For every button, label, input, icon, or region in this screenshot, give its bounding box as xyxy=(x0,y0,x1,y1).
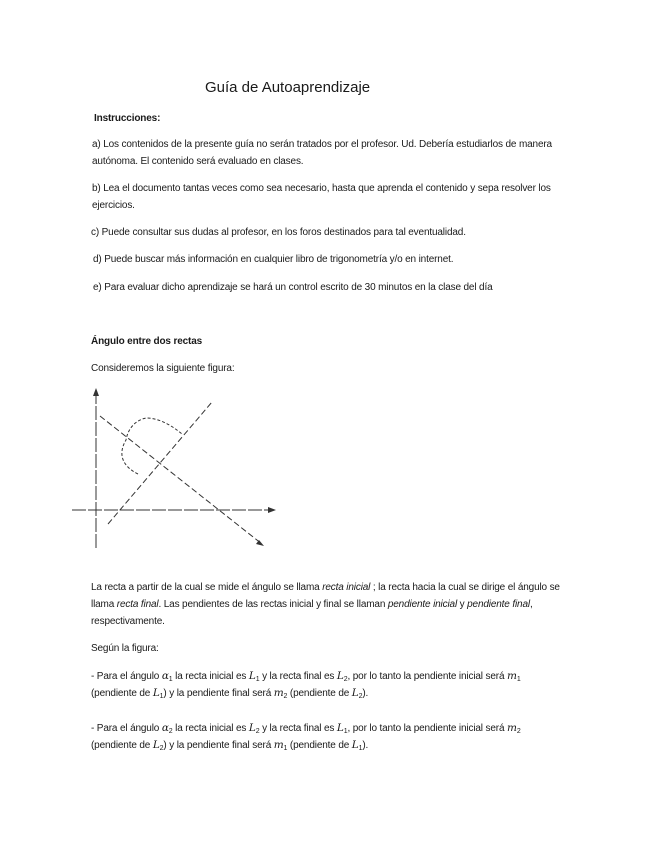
instruction-e: e) Para evaluar dicho aprendizaje se hará un control escrito de 30 minutos en la clase del día xyxy=(93,282,493,293)
l2-arrow-icon xyxy=(256,540,264,546)
instruction-d: d) Puede buscar más información en cualquier libro de trigonometría y/o en internet. xyxy=(93,254,454,265)
page-title: Guía de Autoaprendizaje xyxy=(205,79,371,96)
instructions-heading: Instrucciones: xyxy=(94,113,161,124)
line-l2 xyxy=(100,416,262,544)
instruction-a: a) Los contenidos de la presente guía no serán tratados por el profesor. Ud. Debería estudiarlos de manera autónoma. El contenido será evaluado en clases. xyxy=(92,139,552,167)
item-angle-1: - Para el ángulo $\alpha_1$ la recta inicial es $L_1$ y la recta final es $L_2$, por lo tanto la pendiente inicial será $m_1$ (pendiente de $L_1$) y la pendiente final será $m_2$ (pendiente de $L_2$). xyxy=(91,670,521,700)
angle-arc xyxy=(122,418,182,474)
section-intro: Consideremos la siguiente figura: xyxy=(91,363,235,374)
term-recta-inicial: recta inicial xyxy=(322,582,371,593)
term-pendiente-inicial: pendiente inicial xyxy=(387,599,458,610)
two-lines-figure xyxy=(68,384,278,554)
y-axis-arrow-icon xyxy=(93,388,99,396)
term-recta-final: recta final xyxy=(116,599,159,610)
instruction-b: b) Lea el documento tantas veces como sea necesario, hasta que aprenda el contenido y sepa resolver los ejercicios. xyxy=(92,183,551,211)
x-axis-arrow-icon xyxy=(268,507,276,513)
paragraph-definitions: La recta a partir de la cual se mide el ángulo se llama recta inicial ; la recta hacia la cual se dirige el ángulo se llama recta final. Las pendientes de las rectas inicial y final se llaman pendiente inicial y pendiente final, respectivamente. xyxy=(91,582,560,627)
segun-la-figura: Según la figura: xyxy=(91,643,159,654)
item-angle-2: - Para el ángulo $\alpha_2$ la recta inicial es $L_2$ y la recta final es $L_1$, por lo tanto la pendiente inicial será $m_2$ (pendiente de $L_2$) y la pendiente final será $m_1$ (pendiente de $L_1$). xyxy=(91,722,521,752)
section-heading: Ángulo entre dos rectas xyxy=(91,336,203,347)
term-pendiente-final: pendiente final xyxy=(467,599,530,610)
instruction-c: c) Puede consultar sus dudas al profesor, en los foros destinados para tal eventualidad. xyxy=(91,227,466,238)
